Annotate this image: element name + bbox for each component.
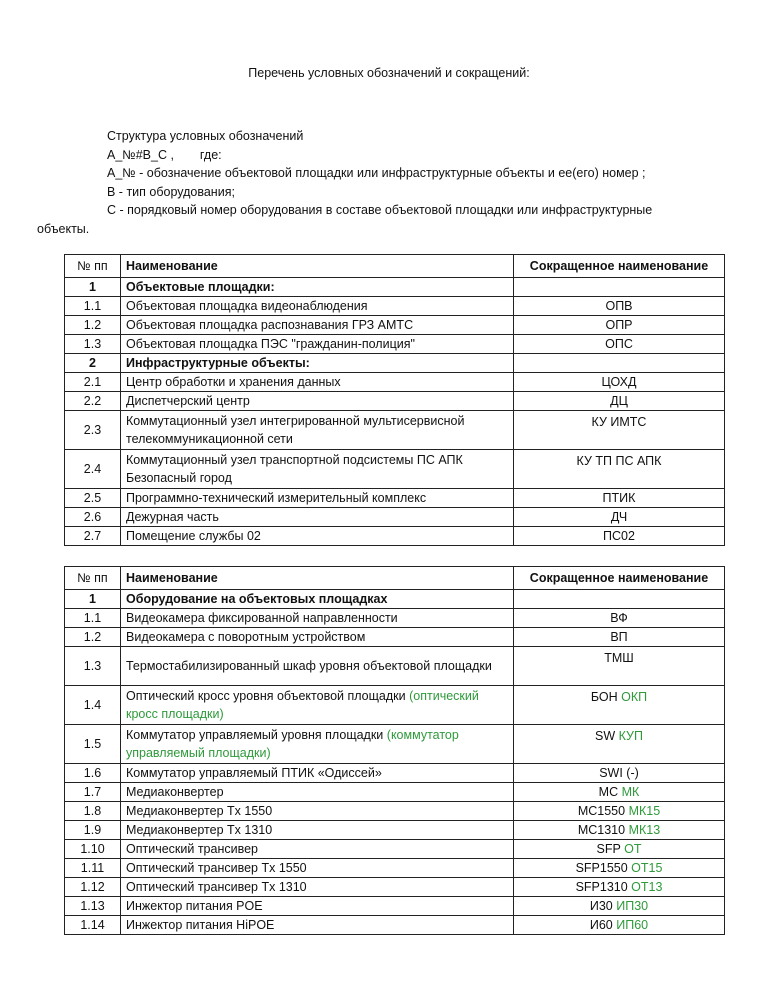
abbr-text: ОПВ [605,299,633,313]
row-number: 1.1 [65,609,121,628]
table-row [65,411,725,450]
abbr-text: ОПС [605,337,633,351]
row-number: 1.11 [65,859,121,878]
row-name [121,647,514,686]
row-name [121,764,514,783]
header-number: № пп [65,255,121,278]
row-name [121,373,514,392]
row-number: 2.3 [65,411,121,450]
intro-block [37,127,727,238]
equipment-table [64,566,725,935]
row-name [121,628,514,647]
row-name-text: Объектовая площадка ПЭС "гражданин-полиция" [126,337,415,351]
abbr-alt-text: ОКП [621,690,648,704]
abbr-text: ПТИК [602,491,636,505]
row-name-text: Диспетчерский центр [126,394,250,408]
intro-line: В - тип оборудования; [107,184,235,199]
row-abbreviation [514,316,725,335]
table-row [65,527,725,546]
row-name [121,802,514,821]
row-number: 1.2 [65,628,121,647]
row-number: 1.3 [65,647,121,686]
row-abbreviation [514,527,725,546]
abbr-text: ОПР [605,318,633,332]
row-abbreviation [514,859,725,878]
abbr-text: ДЦ [610,394,628,408]
row-name-text: Инжектор питания POE [126,899,263,913]
row-name-alt-text: (оптический кросс площадки) [126,689,479,721]
row-abbreviation [514,840,725,859]
row-name-text: Видеокамера фиксированной направленности [126,611,398,625]
row-name-text: Оборудование на объектовых площадках [126,592,388,606]
table-row [65,590,725,609]
row-name [121,686,514,725]
row-number: 2.5 [65,489,121,508]
row-name-text: Медиаконвертер Tx 1310 [126,823,273,837]
row-abbreviation [514,878,725,897]
row-abbreviation [514,764,725,783]
table-row [65,508,725,527]
row-number: 1.14 [65,916,121,935]
row-number: 2.1 [65,373,121,392]
header-abbreviation: Сокращенное наименование [514,567,725,590]
row-name [121,508,514,527]
table-row [65,316,725,335]
abbr-text: И30 [589,899,613,913]
row-name-text: Коммутационный узел интегрированной мультисервисной телекоммуникационной сети [126,414,465,446]
row-number: 1.13 [65,897,121,916]
abbr-text: ВП [610,630,628,644]
row-name [121,278,514,297]
row-number: 1.12 [65,878,121,897]
row-number: 1.3 [65,335,121,354]
row-name-text: Программно-технический измерительный комплекс [126,491,427,505]
row-name-text: Оптический трансивер Tx 1310 [126,880,307,894]
row-name-text: Инфраструктурные объекты: [126,356,310,370]
row-abbreviation [514,278,725,297]
table-row [65,878,725,897]
row-number: 1.8 [65,802,121,821]
row-name [121,821,514,840]
row-name [121,897,514,916]
row-name-text: Объектовая площадка видеонаблюдения [126,299,368,313]
row-name [121,783,514,802]
row-abbreviation [514,802,725,821]
table-row [65,609,725,628]
table-row [65,897,725,916]
row-number: 1.1 [65,297,121,316]
table-row [65,764,725,783]
row-name-text: Объектовая площадка распознавания ГРЗ АМТС [126,318,414,332]
abbr-text: ВФ [610,611,628,625]
intro-line [107,146,727,165]
row-name-text: Инжектор питания HiPOE [126,918,275,932]
row-name-text: Помещение службы 02 [126,529,261,543]
row-name [121,725,514,764]
abbr-text: КУ ТП ПС АПК [576,454,662,468]
row-abbreviation [514,392,725,411]
row-abbreviation [514,609,725,628]
abbr-alt-text: КУП [618,729,643,743]
row-abbreviation [514,354,725,373]
row-name [121,297,514,316]
row-name-text: Термостабилизированный шкаф уровня объектовой площадки [126,659,492,673]
row-abbreviation [514,628,725,647]
abbr-alt-text: МК [621,785,640,799]
row-name [121,859,514,878]
header-abbreviation: Сокращенное наименование [514,255,725,278]
table-header-row [65,567,725,590]
row-name-text: Центр обработки и хранения данных [126,375,341,389]
row-abbreviation [514,508,725,527]
table-row [65,783,725,802]
row-name-text: Коммутационный узел транспортной подсистемы ПС АПК Безопасный город [126,453,463,485]
table-row [65,859,725,878]
table-row [65,278,725,297]
row-name [121,489,514,508]
table-row [65,450,725,489]
abbr-text: ТМШ [604,651,634,665]
row-number: 1.6 [65,764,121,783]
row-name [121,316,514,335]
row-abbreviation [514,647,725,686]
abbr-text: SWI (-) [599,766,639,780]
table-row [65,647,725,686]
abbr-text: MC [598,785,619,799]
row-name [121,878,514,897]
row-number: 2.2 [65,392,121,411]
abbr-text: SW [595,729,616,743]
table-row [65,821,725,840]
row-number: 1.5 [65,725,121,764]
header-number: № пп [65,567,121,590]
row-number: 1 [65,590,121,609]
row-name-text: Коммутатор управляемый ПТИК «Одиссей» [126,766,382,780]
table-row [65,373,725,392]
abbr-alt-text: ОТ13 [631,880,663,894]
row-name-text: Объектовые площадки: [126,280,275,294]
row-name-text: Оптический трансивер [126,842,258,856]
abbr-alt-text: ОТ [624,842,642,856]
table-row [65,354,725,373]
row-name-text: Коммутатор управляемый уровня площадки [126,728,384,742]
row-number: 1.4 [65,686,121,725]
row-number: 2.4 [65,450,121,489]
abbr-text: ЦОХД [601,375,637,389]
row-number: 1 [65,278,121,297]
row-name [121,335,514,354]
table-row [65,686,725,725]
header-name: Наименование [121,567,514,590]
abbr-text: MC1310 [577,823,626,837]
structure-formula: А_№#В_С , [107,147,174,162]
row-name [121,840,514,859]
row-name-text: Оптический кросс уровня объектовой площадки [126,689,406,703]
table-row [65,392,725,411]
row-abbreviation [514,590,725,609]
row-abbreviation [514,373,725,392]
row-number: 1.10 [65,840,121,859]
row-abbreviation [514,897,725,916]
abbr-text: ДЧ [610,510,628,524]
table-row [65,628,725,647]
row-name [121,609,514,628]
row-number: 2.7 [65,527,121,546]
row-abbreviation [514,821,725,840]
row-name [121,450,514,489]
row-number: 1.7 [65,783,121,802]
row-name [121,590,514,609]
row-abbreviation [514,686,725,725]
abbr-text: КУ ИМТС [591,415,647,429]
row-number: 2.6 [65,508,121,527]
abbr-text: SFP1550 [575,861,628,875]
table-row [65,489,725,508]
intro-line: объекты. [37,221,90,236]
table-row [65,725,725,764]
table-header-row [65,255,725,278]
row-name [121,354,514,373]
row-name-text: Видеокамера с поворотным устройством [126,630,366,644]
intro-line: С - порядковый номер оборудования в составе объектовой площадки или инфраструктурные [107,203,653,217]
row-name-text: Медиаконвертер [126,785,224,799]
abbr-alt-text: ОТ15 [631,861,663,875]
header-name: Наименование [121,255,514,278]
row-abbreviation [514,297,725,316]
row-name-alt-text: (коммутатор управляемый площадки) [126,728,459,760]
abbr-text: SFP [596,842,621,856]
row-number: 1.2 [65,316,121,335]
row-name [121,527,514,546]
abbr-alt-text: МК13 [628,823,661,837]
where-label: где: [199,147,222,162]
abbr-text: БОН [590,690,618,704]
row-abbreviation [514,489,725,508]
row-name-text: Оптический трансивер Tx 1550 [126,861,307,875]
table-row [65,297,725,316]
row-number: 1.9 [65,821,121,840]
abbr-text: ПС02 [603,529,635,543]
objects-table [64,254,725,546]
abbr-text: SFP1310 [575,880,628,894]
abbr-alt-text: ИП60 [616,918,649,932]
page-title: Перечень условных обозначений и сокращений: [248,66,530,80]
abbr-text: MC1550 [577,804,626,818]
row-name [121,392,514,411]
row-abbreviation [514,725,725,764]
row-name [121,916,514,935]
table-row [65,916,725,935]
table-row [65,335,725,354]
row-abbreviation [514,450,725,489]
row-abbreviation [514,783,725,802]
table-row [65,802,725,821]
row-number: 2 [65,354,121,373]
row-abbreviation [514,916,725,935]
row-name [121,411,514,450]
intro-line: А_№ - обозначение объектовой площадки или инфраструктурные объекты и ее(его) номер ; [107,166,646,180]
table-row [65,840,725,859]
intro-line: Структура условных обозначений [107,129,304,143]
row-name-text: Дежурная часть [126,510,219,524]
row-abbreviation [514,411,725,450]
abbr-alt-text: МК15 [628,804,661,818]
abbr-alt-text: ИП30 [616,899,649,913]
abbr-text: И60 [589,918,613,932]
row-abbreviation [514,335,725,354]
row-name-text: Медиаконвертер Tx 1550 [126,804,273,818]
